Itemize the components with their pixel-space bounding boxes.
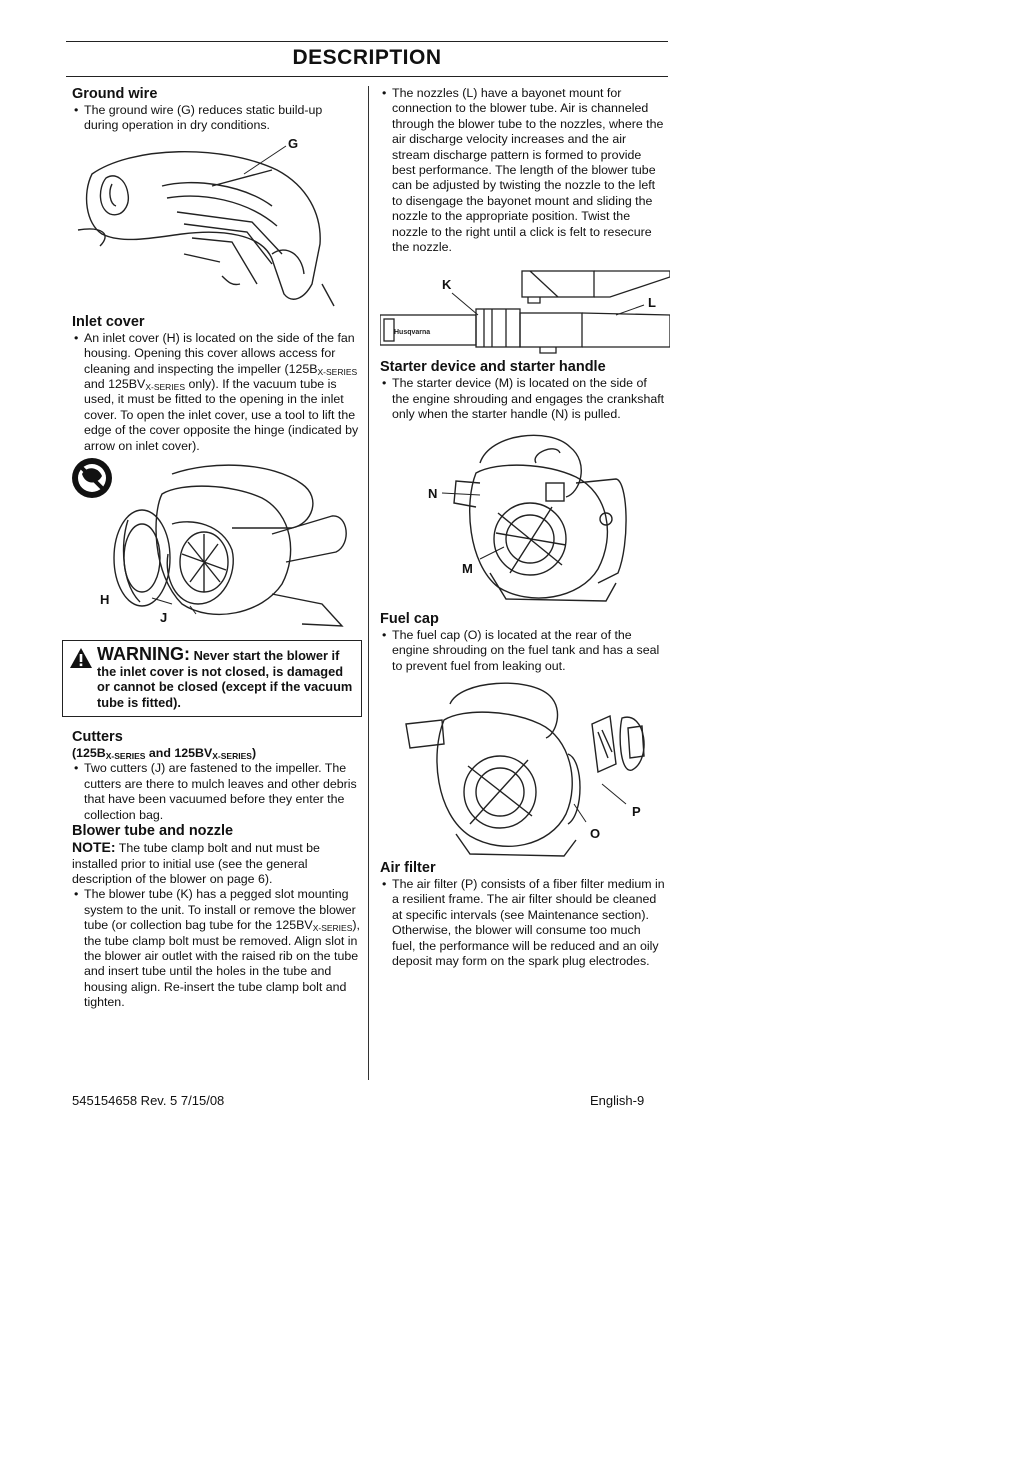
no-symbol-icon [72,458,112,498]
ground-wire-text: • The ground wire (G) reduces static build-up during operation in dry conditions. [72,103,360,134]
footer-page-label: English-9 [590,1093,645,1108]
label-p: P [632,803,641,819]
blower-tube-nozzle-figure [380,255,670,355]
page-title: DESCRIPTION [292,46,442,69]
label-j: J [160,610,168,626]
fuel-cap-text: • The fuel cap (O) is located at the rear of the engine shrouding on the fuel tank and has a seal to prevent fuel from leaking out. [380,628,666,674]
air-filter-heading: Air filter [380,859,436,876]
label-g: G [288,135,299,151]
starter-figure [380,423,666,611]
cutters-heading: Cutters [72,729,123,746]
blower-tube-note: NOTE: The tube clamp bolt and nut must be installed prior to initial use (see the general description of the blower on page 6). [72,839,320,886]
inlet-cover-heading: Inlet cover [72,313,145,330]
label-o: O [590,825,601,841]
ground-wire-figure [72,134,342,312]
cutters-models: ($125B_{X-SERIES}$ and $125BV_{X-SERIES}$) [72,746,257,762]
air-filter-text: • The air filter (P) consists of a fiber filter medium in a resilient frame. The air filter should be cleaned at specific intervals (see Maintenance section). Otherwise, the blower will consume too much fuel, the performance will be reduced and an oily deposit may form on the spark plug electrodes. [380,877,666,969]
starter-heading: Starter device and starter handle [380,359,606,376]
label-n: N [428,485,438,501]
fuel-cap-figure [380,674,666,860]
starter-text: • The starter device (M) is located on the side of the engine shrouding and engages the crankshaft only when the starter handle (N) is pulled. [380,376,666,422]
label-h: H [100,592,110,608]
fuel-cap-heading: Fuel cap [380,610,439,627]
footer-doc-number: 545154658 Rev. 5 7/15/08 [72,1093,225,1108]
label-m: M [462,560,473,576]
blower-tube-heading: Blower tube and nozzle [72,823,234,840]
nozzles-text: • The nozzles (L) have a bayonet mount for connection to the blower tube. Air is channeled through the blower tube to the nozzles, where the air discharge velocity increases and the air stream discharge pattern is formed to provide best performance. The length of the blower tube can be adjusted by twisting the nozzle to the left to disengage the bayonet mount and sliding the nozzle to the appropriate position. Twist the nozzle to the right until a click is felt to resecure the nozzle. [380,86,666,255]
label-l: L [648,295,656,311]
ground-wire-heading: Ground wire [72,86,158,102]
right-column [380,86,666,969]
blower-tube-text: • The blower tube (K) has a pegged slot mounting system to the unit. To install or remove the blower tube (or collection bag tube for the $125BV_{X-SERIES}$), the tube clamp bolt must be removed. Align slot in the blower air outlet with the raised rib on the tube and insert tube until the holes in the tube and housing align. Re-insert the tube clamp bolt and tighten. [72,887,360,1010]
top-rule [66,41,668,42]
left-column [72,86,360,1011]
column-divider [368,86,369,1080]
warning-text: WARNING: Never start the blower if the inlet cover is not closed, is damaged or cannot be closed (except if the vacuum tube is fitted). [97,644,353,710]
warning-box [62,640,362,717]
warning-icon [69,647,93,669]
label-k: K [442,277,452,293]
cutters-text: • Two cutters (J) are fastened to the impeller. The cutters are there to mulch leaves and other debris that have been vacuumed before they enter the collection bag. [72,761,360,823]
inlet-cover-figure [72,454,362,630]
tube-brand-text: Husqvarna [394,329,431,337]
inlet-cover-text: • An inlet cover (H) is located on the side of the fan housing. Opening this cover allows access for cleaning and inspecting the impeller ($125B_{X-SERIES}$ and $125BV_{X-SERIES}$ only). If the vacuum tube is used, it must be fitted to the opening in the inlet cover. To open the inlet cover, use a tool to lift the edge of the cover opposite the hinge (indicated by arrow on inlet cover). [72,331,360,454]
title-rule [66,76,668,77]
warning-heading: WARNING: [97,644,190,665]
